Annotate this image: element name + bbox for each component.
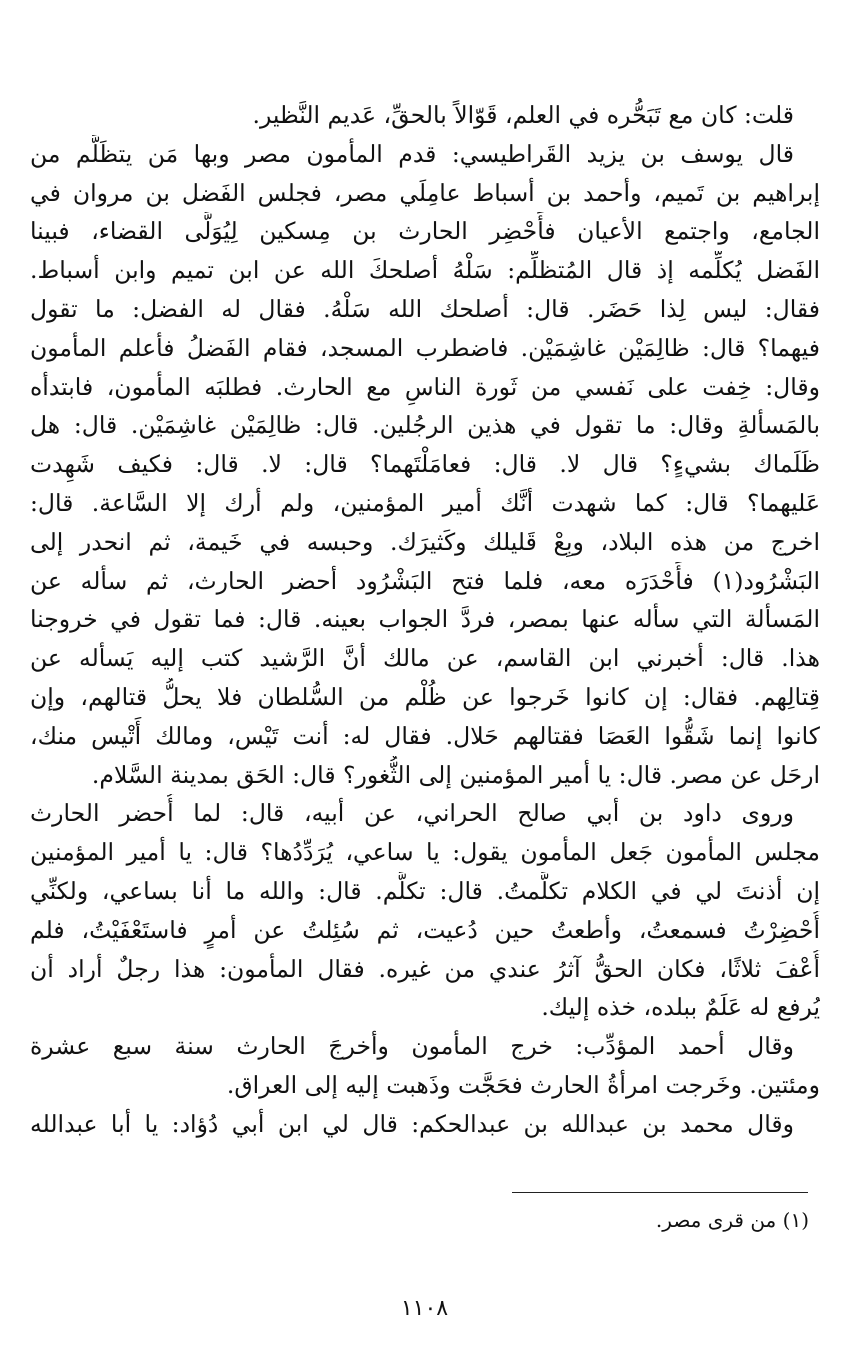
paragraph	[30, 135, 820, 795]
text-line: عَليهما؟ قال: كما شهدت أنَّك أمير المؤمنين، ولم أرك إلا السَّاعة. قال:	[30, 488, 820, 517]
text-line: فقال: ليس لِذا حَضَر. قال: أصلحك الله سَلْهُ. فقال له الفضل: ما تقول	[30, 294, 820, 323]
paragraph	[30, 794, 820, 1027]
text-line: ومئتين. وخَرجت امرأةُ الحارث فحَجَّت وذَهبت إليه إلى العراق.	[226, 1070, 820, 1099]
footnote-separator	[512, 1192, 808, 1193]
text-line: قِتالِهم. فقال: إن كانوا خَرجوا عن ظُلْم من السُّلطان فلا يحلُّ قتالهم، وإن	[30, 682, 820, 711]
text-line: إن أذنتَ لي في الكلام تكلَّمتُ. قال: تكلَّم. قال: والله ما أنا بساعي، ولكنِّي	[30, 876, 820, 905]
text-line: فيهما؟ قال: ظالِمَيْن غاشِمَيْن. فاضطرب المسجد، فقام الفَضلُ فأعلم المأمون	[30, 333, 820, 362]
text-line: ارحَل عن مصر. قال: يا أمير المؤمنين إلى الثُّغور؟ قال: الحَق بمدينة السَّلام.	[91, 760, 820, 789]
text-line: أُحْضِرْتُ فسمعتُ، وأطعتُ حين دُعيت، ثم سُئِلتُ عن أمرٍ فاستَعْفَيْتُ، فلم	[30, 915, 820, 944]
text-line: هذا. قال: أخبرني ابن القاسم، عن مالك أنَّ الرَّشيد كتب إليه يَسأله عن	[30, 644, 820, 673]
text-line: إبراهيم بن تَميم، وأحمد بن أسباط عامِلَي مصر، فجلس الفَضل بن مروان في	[30, 178, 820, 207]
text-line: الجامع، واجتمع الأعيان فأَحْضِر الحارث بن مِسكين لِيُوَلَّى القضاء، فبينا	[30, 217, 820, 246]
text-line: قال يوسف بن يزيد القَراطيسي: قدم المأمون مصر وبها مَن يتظَلَّم من	[30, 139, 794, 168]
text-line: مجلس المأمون جَعل المأمون يقول: يا ساعي، يُرَدِّدُها؟ قال: يا أمير المؤمنين	[30, 838, 820, 867]
text-line: وروى داود بن أبي صالح الحراني، عن أبيه، قال: لما أُحضر الحارث	[30, 799, 794, 828]
text-line: وقال محمد بن عبدالله بن عبدالحكم: قال لي ابن أبي دُؤاد: يا أبا عبدالله	[30, 1109, 794, 1138]
page-number: ١١٠٨	[400, 1296, 449, 1321]
text-line: وقال أحمد المؤدِّب: خرج المأمون وأخرجَ الحارث سنة سبع عشرة	[30, 1032, 794, 1061]
text-line: بالمَسألةِ وقال: ما تقول في هذين الرجُلين. قال: ظالِمَيْن غاشِمَيْن. قال: هل	[30, 411, 820, 440]
text-line: ظَلَماك بشيءٍ؟ قال لا. قال: فعامَلْتَهما؟ قال: لا. قال: فكيف شَهِدت	[30, 450, 820, 479]
paragraph	[30, 1027, 820, 1105]
paragraph	[30, 96, 820, 135]
text-line: اخرج من هذه البلاد، وبِعْ قَليلك وكَثيرَك. وحبسه في خَيمة، ثم انحدر إلى	[30, 527, 820, 556]
text-line: وقال: خِفت على نَفسي من ثَورة الناسِ مع الحارث. فطلبَه المأمون، فابتدأه	[30, 372, 820, 401]
text-line: الفَضل يُكلِّمه إذ قال المُتظلِّم: سَلْهُ أصلحكَ الله عن ابن تميم وابن أسباط.	[30, 256, 820, 285]
footnote: (١) من قرى مصر.	[655, 1208, 809, 1232]
text-line: البَشْرُود(١) فأَحْدَرَه معه، فلما فتح البَشْرُود أحضر الحارث، ثم سأله عن	[30, 566, 820, 595]
paragraph	[30, 1105, 820, 1144]
text-line: المَسألة التي سأله عنها بمصر، فردَّ الجواب بعينه. قال: فما تقول في خروجنا	[30, 605, 820, 634]
text-line: يُرفع له عَلَمٌ ببلده، خذه إليك.	[541, 993, 820, 1022]
text-line: كانوا إنما شَقُّوا العَصَا فقتالهم حَلال. فقال له: أنت تَيْس، ومالك أَتْيس منك،	[30, 721, 820, 750]
text-line: أُعْفَ ثلاثًا، فكان الحقُّ آثرُ عندي من غيره. فقال المأمون: هذا رجلٌ أراد أن	[30, 954, 820, 983]
page-body	[30, 96, 820, 1144]
text-line: قلت: كان مع تَبَحُّره في العلم، قَوّالاً بالحقِّ، عَديم النَّظير.	[252, 101, 794, 129]
